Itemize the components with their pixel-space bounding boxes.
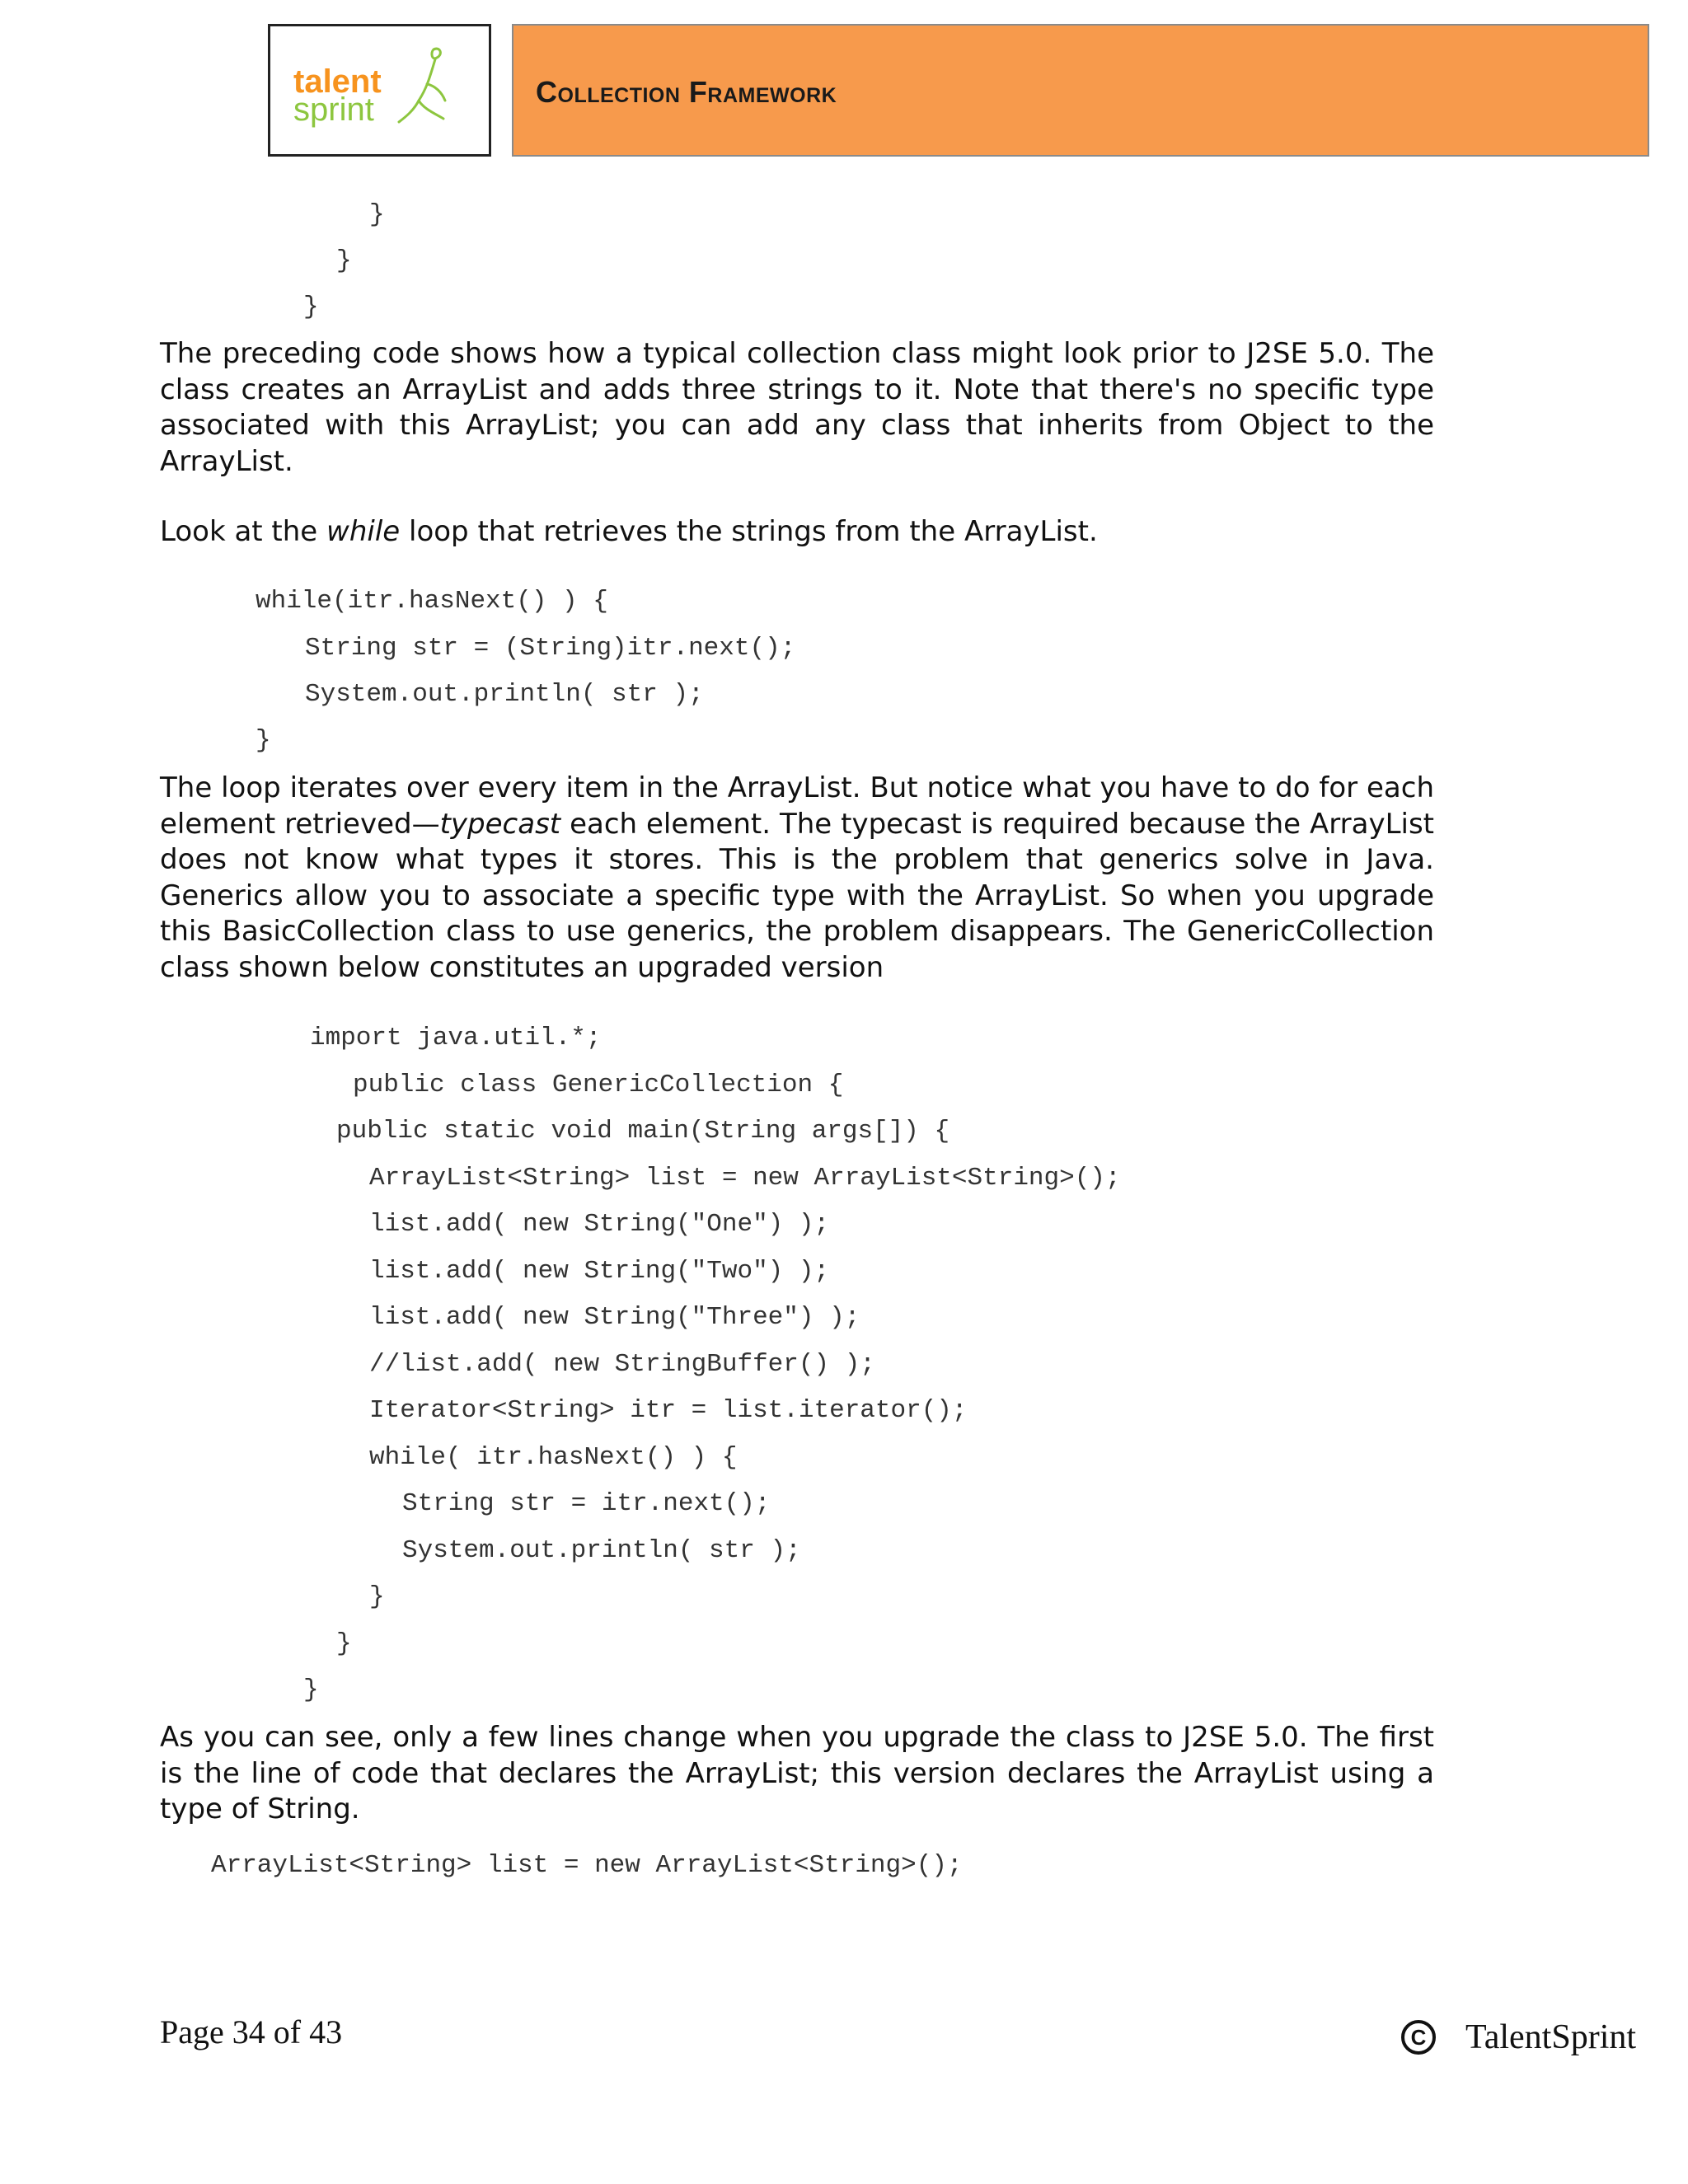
code-line: }	[256, 726, 271, 755]
page-number: Page 34 of 43	[160, 2013, 343, 2050]
header-title-bar	[512, 24, 1649, 157]
code-line: Iterator<String> itr = list.iterator();	[369, 1396, 968, 1425]
code-line: list.add( new String("One") );	[369, 1210, 830, 1239]
code-line: ArrayList<String> list = new ArrayList<String>();	[211, 1851, 963, 1880]
code-line: System.out.println( str );	[402, 1536, 801, 1565]
logo-box	[268, 24, 491, 157]
code-line: while( itr.hasNext() ) {	[369, 1443, 738, 1472]
page-title: Collection Framework	[536, 75, 837, 109]
code-line: ArrayList<String> list = new ArrayList<String>();	[369, 1164, 1121, 1193]
copyright-icon: C	[1401, 2020, 1436, 2055]
logo-line1: talent	[293, 63, 382, 100]
logo	[293, 63, 382, 128]
code-line: }	[369, 200, 385, 229]
code-line: import java.util.*;	[310, 1024, 602, 1052]
brand-name: TalentSprint	[1465, 2018, 1637, 2056]
italic-text: while	[326, 515, 401, 548]
code-line: list.add( new String("Two") );	[369, 1257, 830, 1286]
code-line: list.add( new String("Three") );	[369, 1303, 860, 1332]
code-line: String str = (String)itr.next();	[305, 634, 796, 663]
code-line: public static void main(String args[]) {	[336, 1117, 950, 1146]
code-line: }	[303, 293, 319, 321]
runner-figure-icon	[394, 43, 460, 134]
text-span: each element. The typecast is required because the ArrayList does not know what types it stores. This is the problem that generics solve in Java. Generics allow you to associate a specific type with the ArrayList. So when you upgrade this BasicCollection class to use generics, the problem disappears. The GenericCollection class shown below constitutes an upgraded version	[160, 807, 1434, 984]
text-span: The loop iterates over every item in the ArrayList. But notice what you have to do for each element retrieved—	[160, 771, 1434, 841]
code-line: }	[369, 1582, 385, 1611]
code-line: public class GenericCollection {	[353, 1071, 844, 1099]
code-line: }	[303, 1675, 319, 1704]
paragraph: The preceding code shows how a typical collection class might look prior to J2SE 5.0. The class creates an ArrayList and adds three strings to it. Note that there's no specific type associated with this ArrayList; you can add any class that inherits from Object to the ArrayList.	[160, 337, 1434, 478]
code-line: while(itr.hasNext() ) {	[256, 587, 608, 616]
code-line: //list.add( new StringBuffer() );	[369, 1350, 875, 1379]
paragraph	[160, 771, 1434, 986]
paragraph	[160, 514, 1434, 551]
code-line: }	[336, 246, 352, 275]
paragraph: As you can see, only a few lines change when you upgrade the class to J2SE 5.0. The first is the line of code that declares the ArrayList; this version declares the ArrayList using a type of String.	[160, 1721, 1434, 1825]
text-span: Look at the	[160, 515, 327, 548]
footer-brand	[1401, 2018, 1636, 2057]
code-line: System.out.println( str );	[305, 680, 704, 709]
italic-text: typecast	[439, 807, 561, 841]
logo-line2: sprint	[293, 91, 374, 128]
code-line: String str = itr.next();	[402, 1489, 771, 1518]
code-line: }	[336, 1629, 352, 1658]
text-span: loop that retrieves the strings from the ArrayList.	[400, 515, 1098, 548]
